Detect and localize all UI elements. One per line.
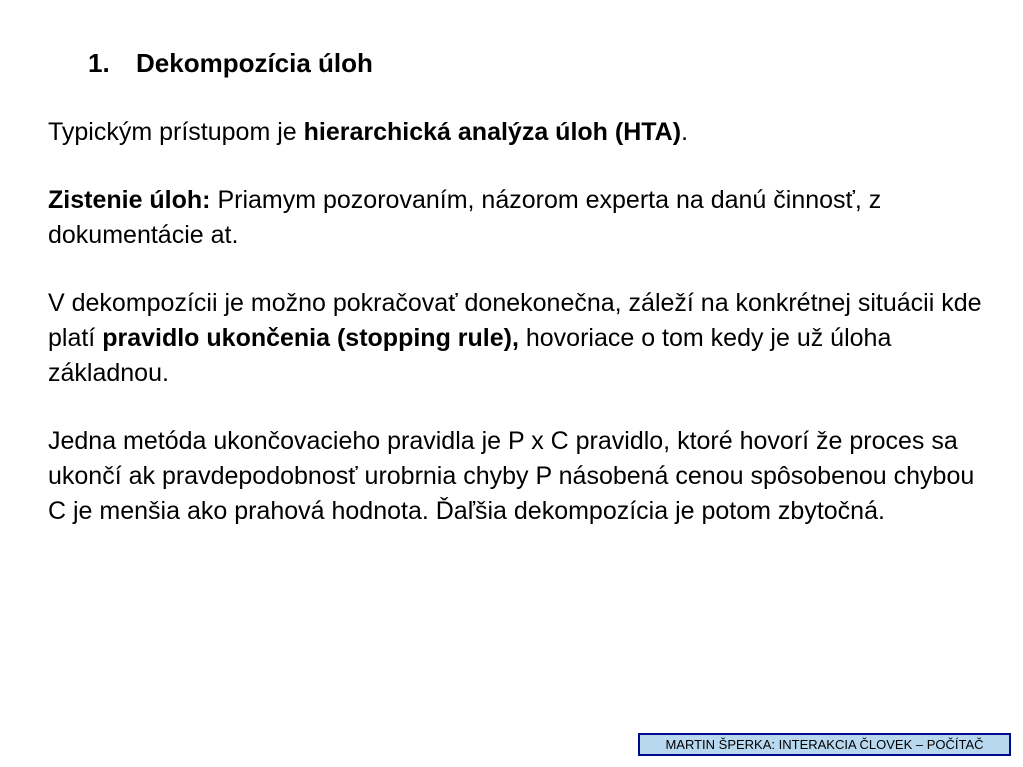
slide-content [48,115,988,562]
title-number: 1. [88,48,110,78]
title-text: Dekompozícia úloh [136,48,373,78]
paragraph-stopping-rule [48,286,988,391]
paragraph-stopping-rule-bold: pravidlo ukončenia (stopping rule), [102,324,519,352]
paragraph-hta-bold: hierarchická analýza úloh (HTA) [303,118,682,146]
paragraph-task-discovery-text: Priamym pozorovaním, názorom experta na danú činnosť, z dokumentácie at. [48,186,882,249]
paragraph-hta [48,115,988,150]
paragraph-task-discovery-bold: Zistenie úloh: [48,186,211,214]
paragraph-hta-text: Typickým prístupom je [48,118,304,146]
slide-title [88,45,373,81]
paragraph-task-discovery [48,183,988,253]
paragraph-pxc-rule [48,424,988,529]
paragraph-stopping-rule-end: hovoriace o tom kedy je už úloha základnou. [48,324,892,387]
paragraph-pxc-rule-text: Jedna metóda ukončovacieho pravidla je P x C pravidlo, ktoré hovorí že proces sa ukončí ak pravdepodobnosť urobrnia chyby P násobená cenou spôsobenou chybou C je menšia ako prahová hodnota. Ďaľšia dekompozícia je potom zbytočná. [48,427,975,525]
paragraph-hta-end: . [681,118,689,146]
footer-badge: MARTIN ŠPERKA: INTERAKCIA ČLOVEK – POČÍTAČ [638,733,1011,756]
paragraph-stopping-rule-text: V dekompozícii je možno pokračovať donekonečna, záleží na konkrétnej situácii kde platí [48,289,982,352]
